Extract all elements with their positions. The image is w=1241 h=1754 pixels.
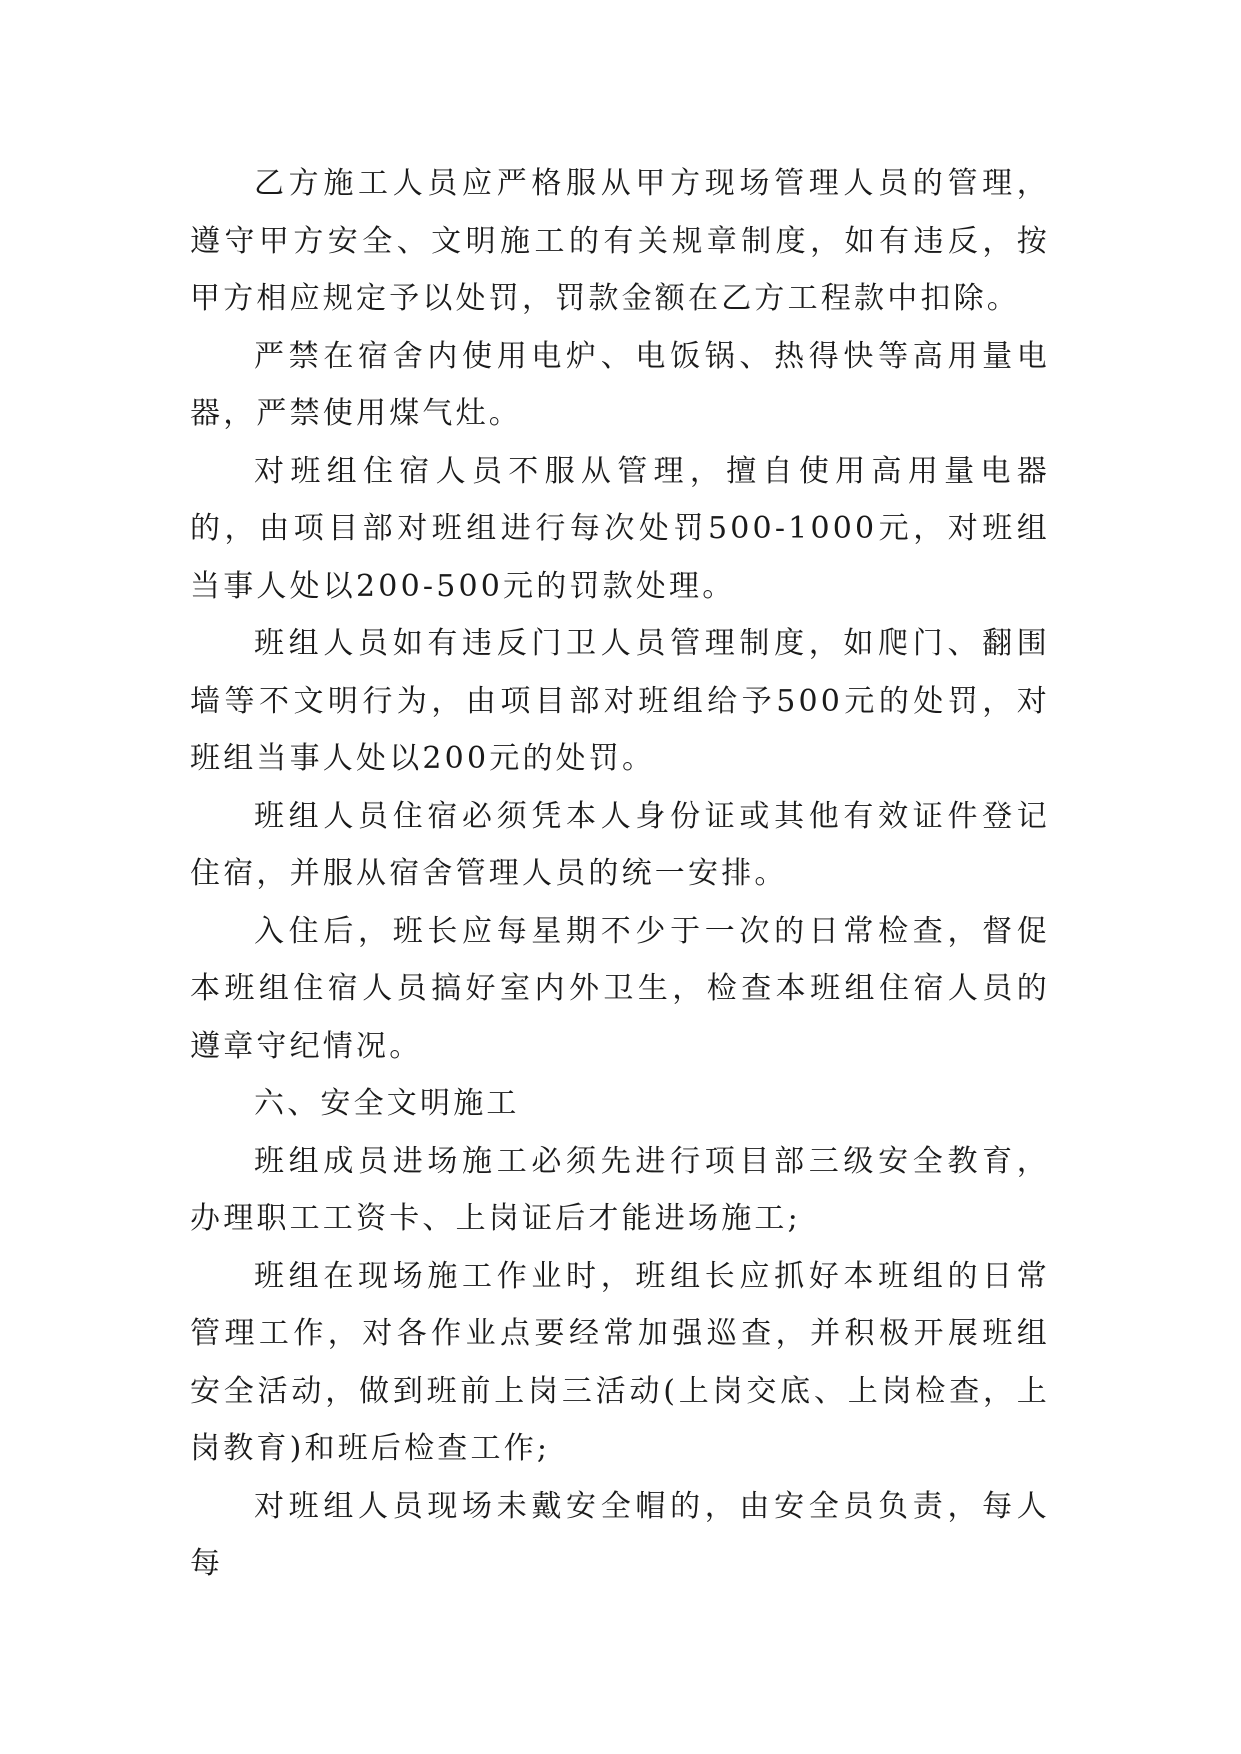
paragraph-gate-rule-fine: 班组人员如有违反门卫人员管理制度，如爬门、翻围墙等不文明行为，由项目部对班组给予500元的处罚，对班组当事人处以200元的处罚。 [190, 626, 1050, 776]
document-body [190, 155, 1050, 1593]
paragraph-dormitory-violation-penalty: 乙方施工人员应严格服从甲方现场管理人员的管理，遵守甲方安全、文明施工的有关规章制度，如有违反，按甲方相应规定予以处罚，罚款金额在乙方工程款中扣除。 [190, 166, 1050, 316]
paragraph-team-management: 班组在现场施工作业时，班组长应抓好本班组的日常管理工作，对各作业点要经常加强巡查，并积极开展班组安全活动，做到班前上岗三活动(上岗交底、上岗检查，上岗教育)和班后检查工作; [190, 1258, 1050, 1466]
paragraph-helmet-rule: 对班组人员现场未戴安全帽的，由安全员负责，每人每 [190, 1488, 1050, 1581]
paragraph-appliance-fine: 对班组住宿人员不服从管理，擅自使用高用量电器的，由项目部对班组进行每次处罚500-1000元，对班组当事人处以200-500元的罚款处理。 [190, 453, 1050, 604]
paragraph-safety-education: 班组成员进场施工必须先进行项目部三级安全教育，办理职工工资卡、上岗证后才能进场施工; [190, 1143, 1050, 1236]
paragraph-id-registration: 班组人员住宿必须凭本人身份证或其他有效证件登记住宿，并服从宿舍管理人员的统一安排。 [190, 798, 1050, 891]
paragraph-electrical-appliance-ban: 严禁在宿舍内使用电炉、电饭锅、热得快等高用量电器，严禁使用煤气灶。 [190, 338, 1050, 431]
paragraph-weekly-inspection: 入住后，班长应每星期不少于一次的日常检查，督促本班组住宿人员搞好室内外卫生，检查本班组住宿人员的遵章守纪情况。 [190, 913, 1050, 1064]
section-heading-safety: 六、安全文明施工 [254, 1086, 520, 1121]
